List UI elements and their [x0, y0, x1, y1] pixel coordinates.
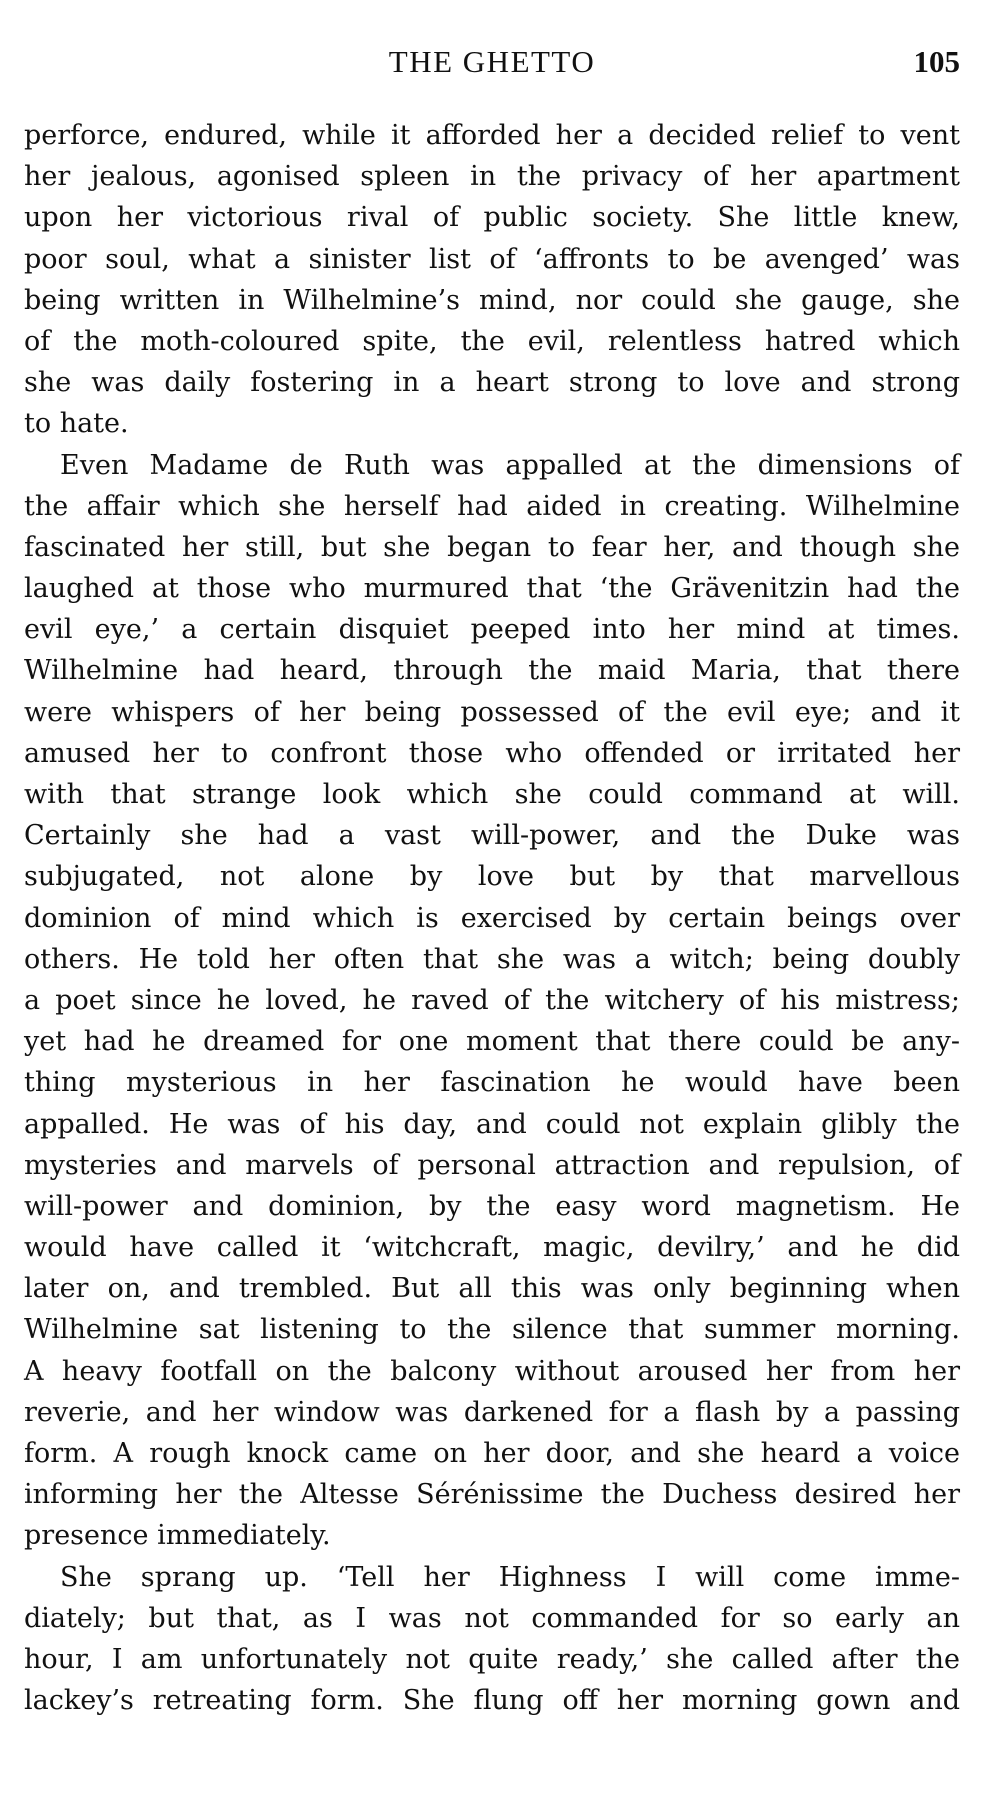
text-line: with that strange look which she could command at will.	[24, 779, 960, 810]
text-line: mysteries and marvels of personal attraction and repulsion, of	[24, 1149, 960, 1181]
text-line: evil eye,’ a certain disquiet peeped into her mind at times.	[24, 614, 960, 646]
text-line: the affair which she herself had aided in creating. Wilhelmine	[24, 490, 960, 522]
text-line: to hate.	[24, 408, 129, 440]
text-line: she was daily fostering in a heart strong to love and strong	[24, 367, 960, 399]
text-line: amused her to confront those who offended or irritated her	[24, 737, 960, 769]
text-line: yet had he dreamed for one moment that there could be any-	[24, 1026, 960, 1058]
running-header	[24, 44, 960, 84]
text-line: subjugated, not alone by love but by that marvellous	[24, 861, 960, 893]
text-line: of the moth-coloured spite, the evil, relentless hatred which	[24, 325, 960, 357]
text-line: informing her the Altesse Sérénissime the Duchess desired her	[24, 1479, 960, 1511]
body-text	[24, 115, 960, 1721]
page-number: 105	[913, 44, 960, 79]
text-line: will-power and dominion, by the easy word magnetism. He	[24, 1190, 960, 1222]
text-line: being written in Wilhelmine’s mind, nor could she gauge, she	[24, 284, 960, 316]
text-line: Wilhelmine had heard, through the maid Maria, that there	[24, 655, 960, 687]
text-line: others. He told her often that she was a witch; being doubly	[24, 943, 960, 975]
text-line: poor soul, what a sinister list of ‘affronts to be avenged’ was	[24, 243, 960, 275]
text-line: lackey’s retreating form. She flung off her morning gown and	[24, 1685, 960, 1717]
text-line: A heavy footfall on the balcony without aroused her from her	[24, 1355, 960, 1387]
text-line: Certainly she had a vast will-power, and the Duke was	[24, 820, 960, 852]
text-line: form. A rough knock came on her door, and she heard a voice	[24, 1438, 960, 1469]
text-line: thing mysterious in her fascination he would have been	[24, 1067, 960, 1099]
text-line: a poet since he loved, he raved of the witchery of his mistress;	[24, 984, 960, 1016]
text-line: diately; but that, as I was not commanded for so early an	[24, 1602, 960, 1634]
text-line: laughed at those who murmured that ‘the Grävenitzin had the	[24, 573, 960, 605]
text-line: perforce, endured, while it afforded her a decided relief to vent	[24, 120, 960, 151]
text-line: later on, and trembled. But all this was only beginning when	[24, 1273, 960, 1305]
chapter-title: THE GHETTO	[388, 44, 596, 79]
text-line: fascinated her still, but she began to fear her, and though she	[24, 531, 960, 563]
text-line: would have called it ‘witchcraft, magic, devilry,’ and he did	[24, 1232, 960, 1264]
text-line: were whispers of her being possessed of the evil eye; and it	[24, 696, 960, 728]
text-line: reverie, and her window was darkened for a flash by a passing	[24, 1396, 960, 1428]
text-line: Wilhelmine sat listening to the silence that summer morning.	[24, 1314, 960, 1346]
text-line: upon her victorious rival of public society. She little knew,	[24, 202, 960, 234]
text-line: presence immediately.	[24, 1520, 331, 1552]
text-line: hour, I am unfortunately not quite ready,’ she called after the	[24, 1643, 960, 1675]
text-line: appalled. He was of his day, and could not explain glibly the	[24, 1108, 960, 1140]
text-line: her jealous, agonised spleen in the privacy of her apartment	[24, 161, 960, 193]
text-line: She sprang up. ‘Tell her Highness I will come imme-	[60, 1561, 960, 1593]
text-line: Even Madame de Ruth was appalled at the dimensions of	[60, 449, 960, 481]
text-line: dominion of mind which is exercised by certain beings over	[24, 902, 960, 934]
